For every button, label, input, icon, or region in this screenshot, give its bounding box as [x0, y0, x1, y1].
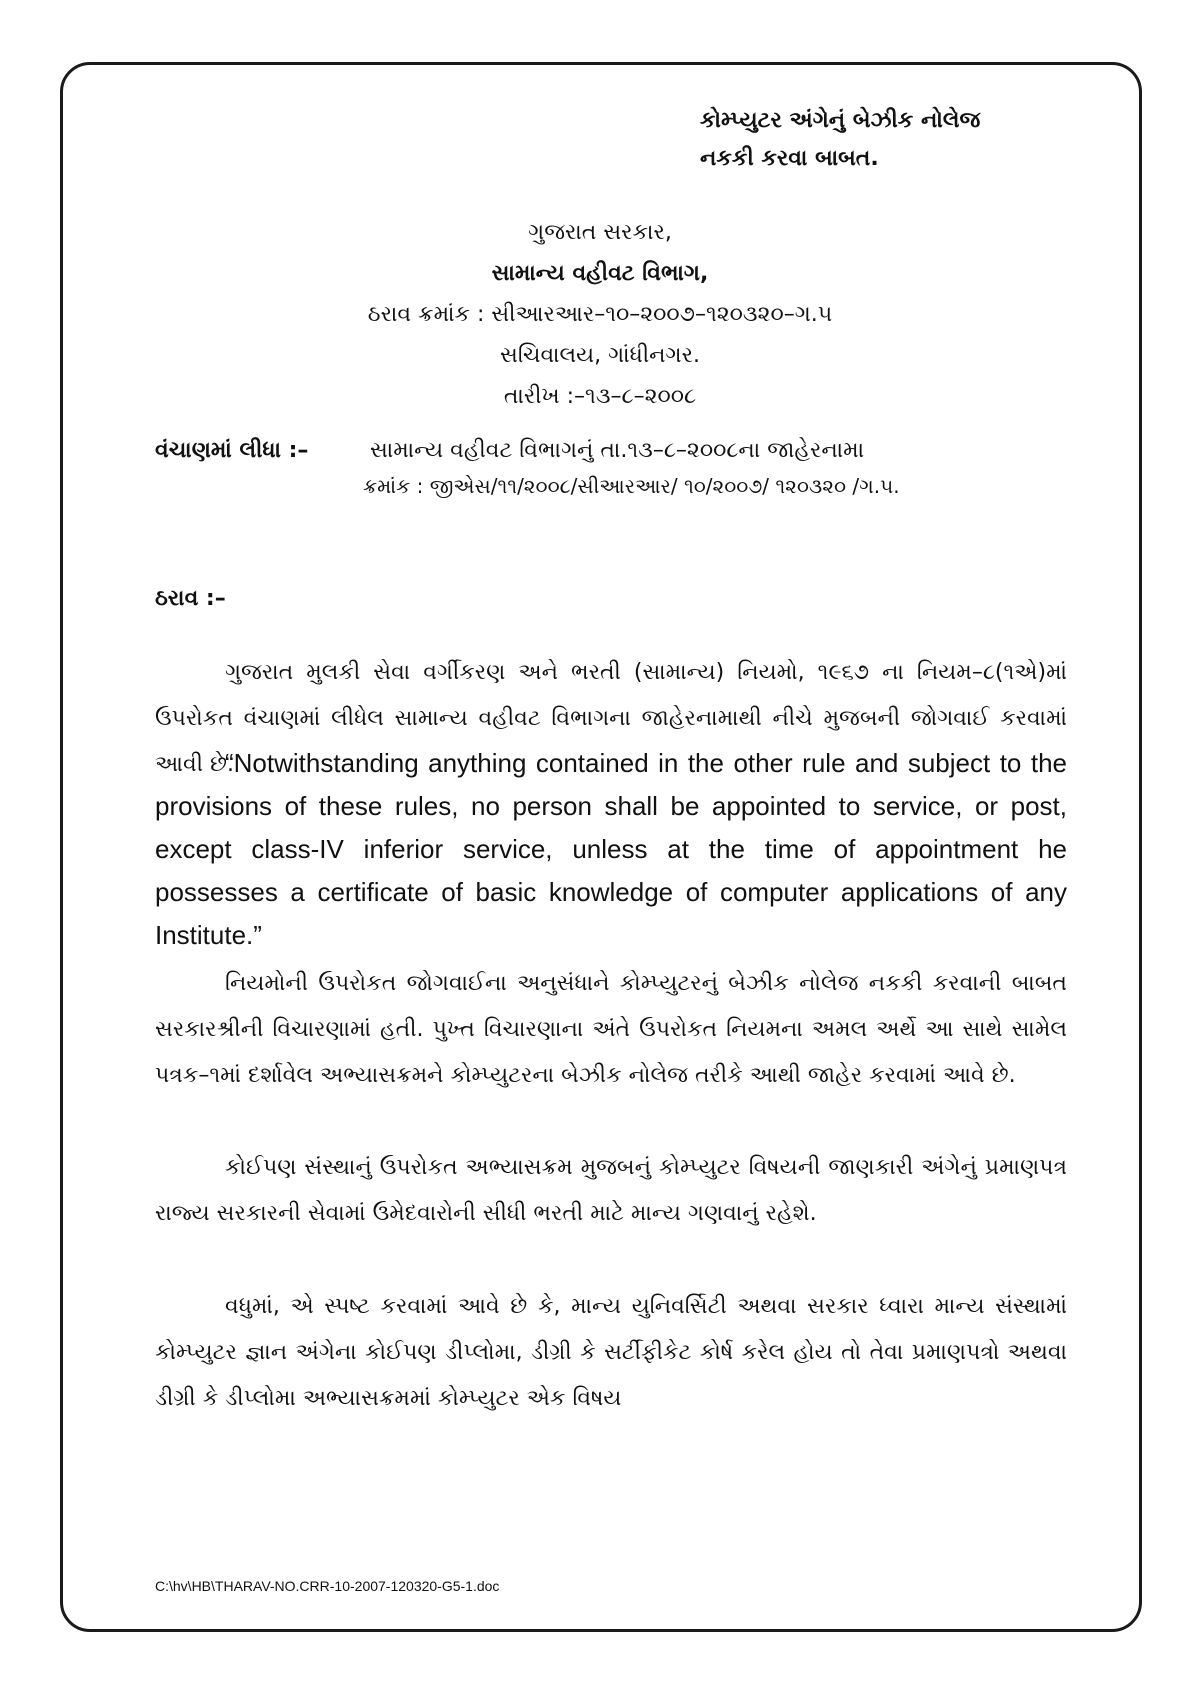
paragraph-certificate-validity: કોઈપણ સંસ્થાનું ઉપરોકત અભ્યાસક્રમ મુજબનું કોમ્પ્યુટર વિષયની જાણકારી અંગેનું પ્રમાણપત્ર રાજ્ય સરકારની સેવામાં ઉમેદવારોની સીધી ભરતી માટે માન્ય ગણવાનું રહેશે.	[155, 1155, 1067, 1226]
subject-line-1: કોમ્પ્યુટર અંગેનું બેઝીક નોલેજ	[700, 108, 981, 133]
paragraph-syllabus-declaration: નિયમોની ઉપરોકત જોગવાઈના અનુસંધાને કોમ્પ્યુટરનું બેઝીક નોલેજ નકકી કરવાની બાબત સરકારશ્રીની વિચારણામાં હતી. પુખ્ત વિચારણાના અંતે ઉપરોકત નિયમના અમલ અર્થે આ સાથે સામેલ પત્રક–૧માં દર્શાવેલ અભ્યાસક્રમને કોમ્પ્યુટરના બેઝીક નોલેજ તરીકે આથી જાહેર કરવામાં આવે છે.	[155, 971, 1067, 1088]
resolution-label: ઠરાવ :–	[155, 586, 226, 611]
subject-block	[700, 102, 980, 178]
place: સચિવાલય, ગાંધીનગર.	[500, 343, 700, 368]
paragraph-rule-intro: ગુજરાત મુલકી સેવા વર્ગીકરણ અને ભરતી (સામાન્ય) નિયમો, ૧૯૬૭ ના નિયમ–૮(૧એ)માં ઉપરોકત વંચાણમાં લીધેલ સામાન્ય વહીવટ વિભાગના જાહેરનામાથી નીચે મુજબની જોગવાઈ કરવામાં આવી છે.	[155, 660, 1067, 777]
resolution-header	[250, 212, 950, 417]
subject-line-2: નકકી કરવા બાબત.	[700, 146, 879, 171]
department-name: સામાન્ય વહીવટ વિભાગ,	[491, 261, 709, 286]
reference-line-1: સામાન્ય વહીવટ વિભાગનું તા.૧૩–૮–૨૦૦૮ના જાહેરનામા	[370, 438, 865, 463]
paragraph-further-clarification: વધુમાં, એ સ્પષ્ટ કરવામાં આવે છે કે, માન્ય યુનિવર્સિટી અથવા સરકાર ધ્વારા માન્ય સંસ્થામાં કોમ્પ્યુટર જ્ઞાન અંગેના કોઈપણ ડીપ્લોમા, ડીગ્રી કે સર્ટીફીકેટ કોર્ષ કરેલ હોય તો તેવા પ્રમાણપત્રો અથવા ડીગ્રી કે ડીપ્લોમા અભ્યાસક્રમમાં કોમ્પ્યુટર એક વિષય	[155, 1294, 1067, 1411]
resolution-number: ઠરાવ ક્રમાંક : સીઆરઆર–૧૦–૨૦૦૭–૧૨૦૩૨૦–ગ.૫	[367, 302, 833, 327]
government-name: ગુજરાત સરકાર,	[528, 220, 672, 245]
reference-label: વંચાણમાં લીધા :–	[155, 438, 309, 463]
resolution-date: તારીખ :–૧૩–૮–૨૦૦૮	[503, 384, 697, 409]
reference-line-2: ક્રમાંક : જીએસ/૧૧/૨૦૦૮/સીઆરઆર/ ૧૦/૨૦૦૭/ ૧૨૦૩૨૦ /ગ.૫.	[363, 474, 900, 498]
paragraph-quoted-rule: “Notwithstanding anything contained in the other rule and subject to the provisions of these rules, no person shall be appointed to service, or post, except class-IV inferior service, unless at the time of appointment he possesses a certificate of basic knowledge of computer applications of any Institute.”	[155, 748, 1067, 950]
file-path-footer: C:\hv\HB\THARAV-NO.CRR-10-2007-120320-G5-1.doc	[155, 1578, 500, 1594]
